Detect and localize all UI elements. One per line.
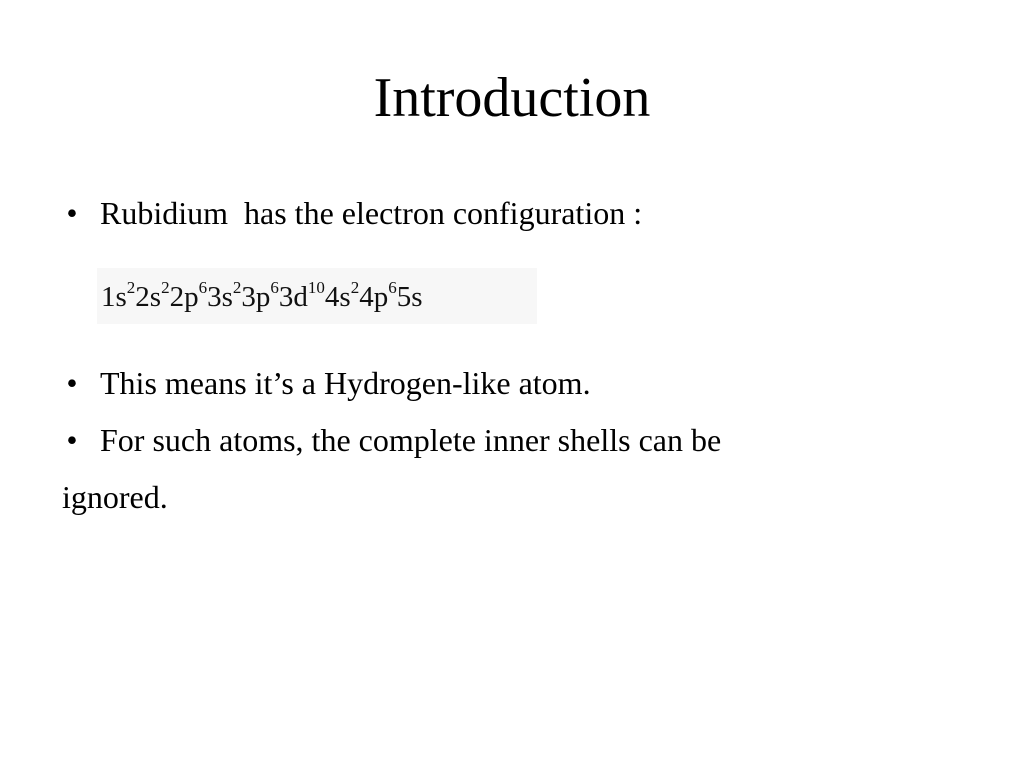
- bullet-marker: •: [66, 365, 78, 401]
- config-term-3d: $3d^{10}$: [278, 278, 325, 313]
- config-term-2s: $2s^2$: [135, 278, 170, 313]
- electron-configuration-image: [97, 268, 537, 324]
- config-term-3s: $3s^2$: [207, 278, 242, 313]
- config-term-4p: $4p^6$: [359, 278, 397, 313]
- config-term-5s: 5s: [396, 281, 423, 313]
- config-term-3p: $3p^6$: [241, 278, 279, 313]
- bullet-text: This means it’s a Hydrogen-like atom.: [100, 365, 591, 401]
- bullet-continuation-text: ignored.: [62, 479, 168, 515]
- bullet-text: Rubidium has the electron configuration :: [100, 195, 643, 231]
- bullet-text: For such atoms, the complete inner shells can be: [100, 422, 722, 458]
- bullet-marker: •: [66, 195, 78, 231]
- config-term-2p: $2p^6$: [169, 278, 208, 313]
- config-term-1s: $1s^2$: [101, 278, 136, 313]
- bullet-marker: •: [66, 422, 78, 458]
- electron-configuration-formula: [101, 280, 422, 314]
- slide-title: Introduction: [373, 67, 651, 129]
- config-term-4s: $4s^2$: [324, 278, 360, 313]
